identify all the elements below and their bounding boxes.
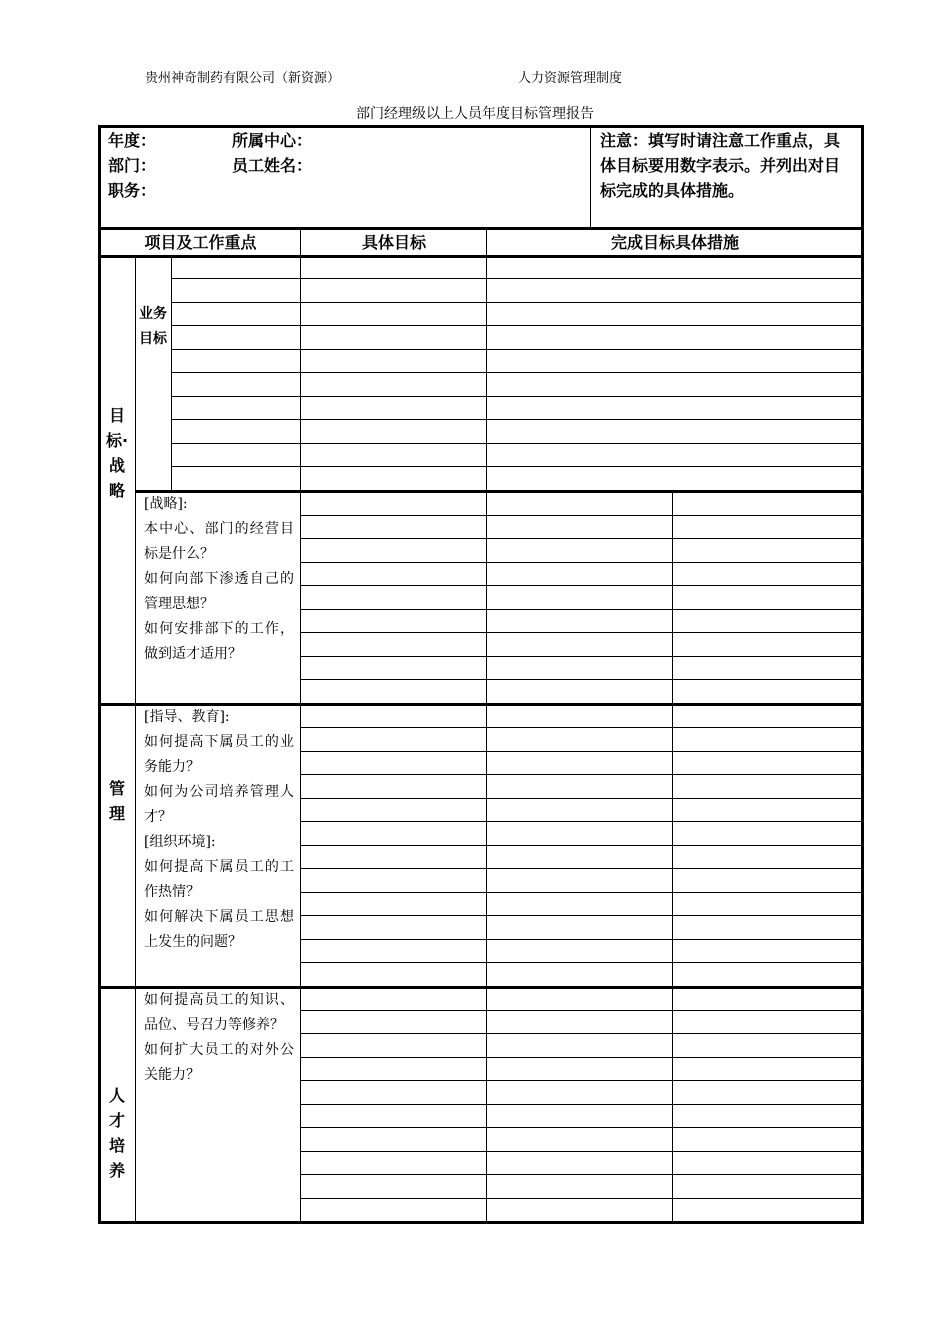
row-line	[300, 1080, 864, 1081]
question-line: 如何提高员工的知识、品位、号召力等修养？	[144, 992, 294, 1033]
row-line	[300, 1104, 864, 1105]
row-line	[171, 466, 864, 467]
management-questions	[144, 705, 294, 955]
row-line	[300, 679, 864, 680]
question-line: 如何解决下属员工思想上发生的问题？	[144, 909, 294, 950]
row-line	[300, 1127, 864, 1128]
row-line	[300, 1033, 864, 1034]
position-label: 职务：	[108, 181, 157, 200]
col-measures-header: 完成目标具体措施	[610, 233, 739, 252]
year-label: 年度：	[108, 131, 157, 150]
name-label: 员工姓名：	[232, 156, 313, 175]
row-line	[300, 798, 864, 799]
question-line: 如何向部下渗透自己的管理思想？	[144, 571, 294, 612]
border-left	[98, 125, 101, 1224]
row-line	[300, 915, 864, 916]
row-line	[300, 727, 864, 728]
management-label: 管理	[108, 779, 125, 823]
col-items-header: 项目及工作重点	[144, 233, 257, 252]
row-line	[300, 1174, 864, 1175]
business-inner-line	[171, 257, 172, 491]
row-line	[300, 751, 864, 752]
col-targets-header: 具体目标	[361, 233, 426, 252]
row-line	[300, 892, 864, 893]
row-line	[300, 585, 864, 586]
category-line	[135, 257, 136, 1224]
row-line	[171, 302, 864, 303]
talent-label: 人才培养	[108, 1086, 125, 1180]
row-line	[300, 1151, 864, 1152]
row-line	[171, 396, 864, 397]
info-divider	[590, 125, 591, 229]
row-line	[300, 538, 864, 539]
border-right	[861, 125, 864, 1224]
question-line: 如何为公司培养管理人才？	[144, 784, 294, 825]
row-line	[300, 774, 864, 775]
row-line	[300, 1057, 864, 1058]
row-line	[300, 632, 864, 633]
header-company: 贵州神奇制药有限公司（新资源）	[145, 71, 341, 86]
row-line	[171, 372, 864, 373]
row-line	[171, 278, 864, 279]
business-goal-label: 业务目标	[139, 306, 167, 347]
question-line: 如何提高下属员工的业务能力？	[144, 734, 294, 775]
row-line	[300, 821, 864, 822]
row-line	[171, 349, 864, 350]
row-line	[300, 656, 864, 657]
page-title: 部门经理级以上人员年度目标管理报告	[356, 106, 594, 122]
row-line	[171, 443, 864, 444]
report-table	[98, 125, 864, 1224]
header-bottom-line	[98, 255, 864, 258]
question-line: [组织环境]:	[144, 834, 216, 850]
goal-strategy-label: 目标·战略	[105, 406, 129, 500]
question-line: 本中心、部门的经营目标是什么？	[144, 521, 294, 562]
border-bottom	[98, 1221, 864, 1224]
talent-questions	[144, 988, 294, 1088]
question-line: 如何提高下属员工的工作热情？	[144, 859, 294, 900]
row-line	[300, 562, 864, 563]
row-line	[300, 609, 864, 610]
row-line	[171, 419, 864, 420]
row-line	[300, 962, 864, 963]
measures-split-line	[672, 492, 673, 1224]
row-line	[300, 1198, 864, 1199]
strategy-questions	[144, 492, 294, 667]
row-line	[300, 515, 864, 516]
question-line: 如何扩大员工的对外公关能力？	[144, 1042, 294, 1083]
question-line: [战略]:	[144, 496, 188, 512]
question-line: 如何安排部下的工作，做到适才适用？	[144, 621, 294, 662]
row-line	[171, 325, 864, 326]
row-line	[300, 845, 864, 846]
row-line	[300, 868, 864, 869]
dept-label: 部门：	[108, 156, 157, 175]
row-line	[300, 1010, 864, 1011]
center-label: 所属中心：	[232, 131, 313, 150]
header-manual: 人力资源管理制度	[518, 71, 623, 86]
question-line: [指导、教育]:	[144, 709, 230, 725]
note-text: 注意：填写时请注意工作重点，具体目标要用数字表示。并列出对目标完成的具体措施。	[600, 131, 841, 200]
row-line	[300, 939, 864, 940]
